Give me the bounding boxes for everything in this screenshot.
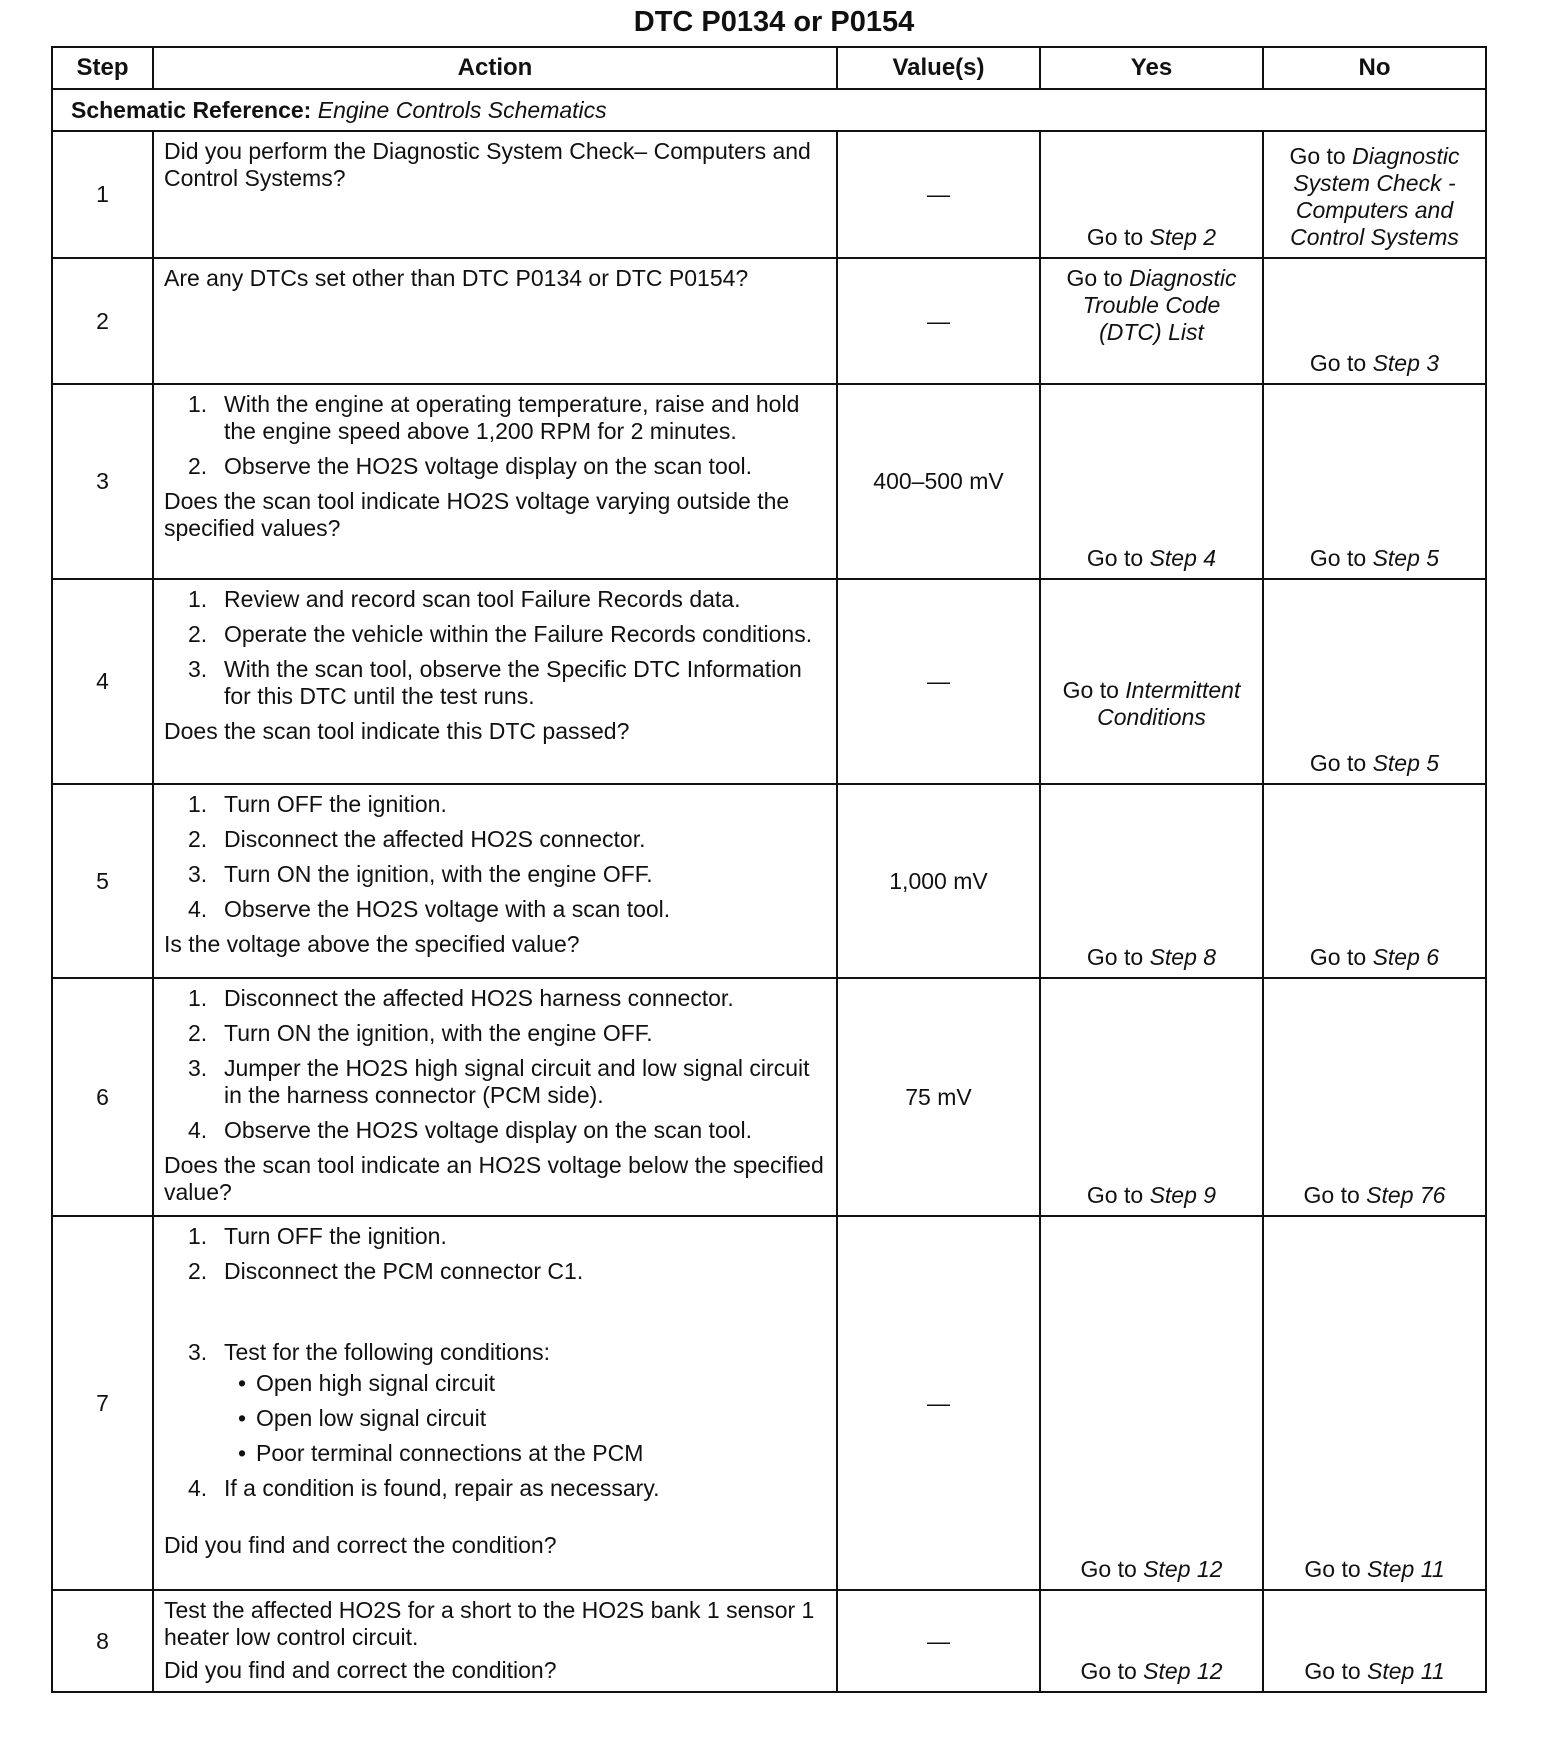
goto-prefix: Go to	[1062, 676, 1126, 703]
value-cell: 400–500 mV	[837, 384, 1040, 579]
goto-link[interactable]: Step 3	[1372, 350, 1440, 376]
value-cell: —	[837, 131, 1040, 258]
step-number: 5	[52, 784, 153, 978]
procedure-list	[164, 586, 828, 710]
action-text: Are any DTCs set other than DTC P0134 or DTC P0154?	[164, 265, 749, 291]
step-number: 3	[52, 384, 153, 579]
goto-prefix: Go to	[1304, 1556, 1368, 1582]
value-cell: 1,000 mV	[837, 784, 1040, 978]
step-number: 8	[52, 1590, 153, 1692]
goto-prefix: Go to	[1309, 545, 1373, 571]
condition-list	[224, 1370, 828, 1467]
step-number: 6	[52, 978, 153, 1216]
goto-link[interactable]: Step 76	[1366, 1182, 1446, 1208]
no-cell	[1263, 1590, 1486, 1692]
procedure-list	[164, 1223, 828, 1502]
step-number: 7	[52, 1216, 153, 1590]
goto-prefix: Go to	[1080, 1658, 1144, 1684]
procedure-step: 2. Operate the vehicle within the Failure Records conditions.	[188, 621, 813, 647]
action-cell	[153, 1590, 837, 1692]
yes-cell	[1040, 784, 1263, 978]
action-question: Did you find and correct the condition?	[164, 1532, 557, 1558]
goto-link[interactable]: Step 8	[1149, 944, 1217, 970]
value-cell: —	[837, 1590, 1040, 1692]
header-yes: Yes	[1040, 47, 1263, 89]
goto-prefix: Go to	[1086, 545, 1150, 571]
header-step: Step	[52, 47, 153, 89]
goto-prefix: Go to	[1086, 944, 1150, 970]
schematic-reference-row	[52, 89, 1486, 131]
table-row	[52, 384, 1486, 579]
goto-link[interactable]: Step 12	[1143, 1556, 1223, 1582]
goto-link[interactable]: Step 6	[1372, 944, 1440, 970]
procedure-step: 3. Turn ON the ignition, with the engine OFF.	[188, 861, 653, 887]
procedure-step: 4. Observe the HO2S voltage display on the scan tool.	[188, 1117, 753, 1143]
no-cell	[1263, 784, 1486, 978]
step-number: 4	[52, 579, 153, 784]
goto-prefix: Go to	[1303, 1182, 1367, 1208]
action-question: Does the scan tool indicate this DTC passed?	[164, 718, 630, 744]
action-question: Did you find and correct the condition?	[164, 1657, 557, 1683]
goto-prefix: Go to	[1289, 143, 1353, 169]
goto-prefix: Go to	[1086, 224, 1150, 250]
value-cell: 75 mV	[837, 978, 1040, 1216]
goto-link[interactable]: Diagnostic System Check - Computers and Control Systems	[1290, 143, 1460, 250]
goto-link[interactable]: Diagnostic Trouble Code (DTC) List	[1082, 265, 1237, 345]
goto-link[interactable]: Step 5	[1372, 750, 1440, 776]
action-cell	[153, 258, 837, 384]
condition-item: • Open high signal circuit	[256, 1370, 828, 1397]
table-row	[52, 1216, 1486, 1590]
action-text: Test the affected HO2S for a short to the HO2S bank 1 sensor 1 heater low control circuit.	[164, 1597, 815, 1650]
procedure-list	[164, 791, 828, 923]
yes-cell	[1040, 1216, 1263, 1590]
value-cell: —	[837, 579, 1040, 784]
yes-cell	[1040, 579, 1263, 784]
header-action: Action	[153, 47, 837, 89]
table-row	[52, 784, 1486, 978]
action-cell	[153, 384, 837, 579]
procedure-step: 2. Turn ON the ignition, with the engine OFF.	[188, 1020, 653, 1046]
yes-cell	[1040, 258, 1263, 384]
no-cell	[1263, 384, 1486, 579]
action-question: Does the scan tool indicate an HO2S voltage below the specified value?	[164, 1152, 824, 1205]
yes-cell	[1040, 384, 1263, 579]
goto-link[interactable]: Step 11	[1367, 1658, 1445, 1684]
action-cell	[153, 579, 837, 784]
procedure-step: 2. Disconnect the PCM connector C1.	[188, 1258, 584, 1284]
procedure-step: 3. Test for the following conditions: • Open high signal circuit • Open low signal circuit • Poor terminal connections at the PCM	[224, 1339, 828, 1467]
action-cell	[153, 131, 837, 258]
yes-cell	[1040, 131, 1263, 258]
goto-link[interactable]: Step 9	[1149, 1182, 1217, 1208]
action-text: Did you perform the Diagnostic System Check– Computers and Control Systems?	[164, 138, 811, 191]
goto-prefix: Go to	[1086, 1182, 1150, 1208]
value-cell: —	[837, 1216, 1040, 1590]
yes-cell	[1040, 1590, 1263, 1692]
page-title: DTC P0134 or P0154	[633, 6, 915, 38]
table-row	[52, 1590, 1486, 1692]
goto-link[interactable]: Step 5	[1372, 545, 1440, 571]
procedure-step: 4. If a condition is found, repair as necessary.	[188, 1475, 660, 1501]
table-row	[52, 131, 1486, 258]
goto-link[interactable]: Step 12	[1143, 1658, 1223, 1684]
goto-link[interactable]: Step 2	[1149, 224, 1217, 250]
procedure-step: 1. Turn OFF the ignition.	[188, 1223, 447, 1249]
goto-link[interactable]: Intermittent Conditions	[1097, 676, 1241, 730]
action-cell	[153, 784, 837, 978]
action-cell	[153, 1216, 837, 1590]
procedure-step: 2. Observe the HO2S voltage display on the scan tool.	[188, 453, 753, 479]
procedure-step: 1. With the engine at operating temperature, raise and hold the engine speed above 1,200 RPM for 2 minutes.	[188, 391, 800, 444]
action-question: Is the voltage above the specified value?	[164, 931, 580, 957]
condition-item: • Open low signal circuit	[256, 1405, 828, 1432]
value-cell: —	[837, 258, 1040, 384]
goto-prefix: Go to	[1066, 265, 1130, 291]
yes-cell	[1040, 978, 1263, 1216]
schematic-reference-label: Schematic Reference:	[71, 96, 312, 123]
goto-prefix: Go to	[1309, 750, 1373, 776]
procedure-step: 3. Jumper the HO2S high signal circuit and low signal circuit in the harness connector (PCM side).	[188, 1055, 810, 1108]
table-row	[52, 579, 1486, 784]
step-number: 1	[52, 131, 153, 258]
procedure-step: 4. Observe the HO2S voltage with a scan tool.	[188, 896, 671, 922]
step-number: 2	[52, 258, 153, 384]
procedure-step: 3. With the scan tool, observe the Specific DTC Information for this DTC until the test runs.	[188, 656, 802, 709]
goto-prefix: Go to	[1304, 1658, 1368, 1684]
action-cell	[153, 978, 837, 1216]
goto-link[interactable]: Step 11	[1367, 1556, 1445, 1582]
header-no: No	[1263, 47, 1486, 89]
procedure-list	[164, 391, 828, 480]
action-question: Does the scan tool indicate HO2S voltage varying outside the specified values?	[164, 488, 790, 541]
no-cell	[1263, 131, 1486, 258]
header-row	[52, 47, 1486, 89]
no-cell	[1263, 579, 1486, 784]
procedure-step: 1. Turn OFF the ignition.	[188, 791, 447, 817]
goto-prefix: Go to	[1309, 944, 1373, 970]
goto-prefix: Go to	[1309, 350, 1373, 376]
goto-prefix: Go to	[1080, 1556, 1144, 1582]
schematic-reference	[52, 89, 1486, 131]
header-values: Value(s)	[837, 47, 1040, 89]
condition-item: • Poor terminal connections at the PCM	[256, 1440, 828, 1467]
table-row	[52, 978, 1486, 1216]
no-cell	[1263, 1216, 1486, 1590]
procedure-list	[164, 985, 828, 1144]
procedure-step: 2. Disconnect the affected HO2S connector.	[188, 826, 646, 852]
no-cell	[1263, 978, 1486, 1216]
procedure-step: 1. Disconnect the affected HO2S harness connector.	[188, 985, 734, 1011]
procedure-step: 1. Review and record scan tool Failure Records data.	[188, 586, 741, 612]
no-cell	[1263, 258, 1486, 384]
dtc-table	[51, 46, 1487, 1693]
goto-link[interactable]: Step 4	[1149, 545, 1217, 571]
table-row	[52, 258, 1486, 384]
schematic-reference-link[interactable]: Engine Controls Schematics	[317, 96, 607, 123]
